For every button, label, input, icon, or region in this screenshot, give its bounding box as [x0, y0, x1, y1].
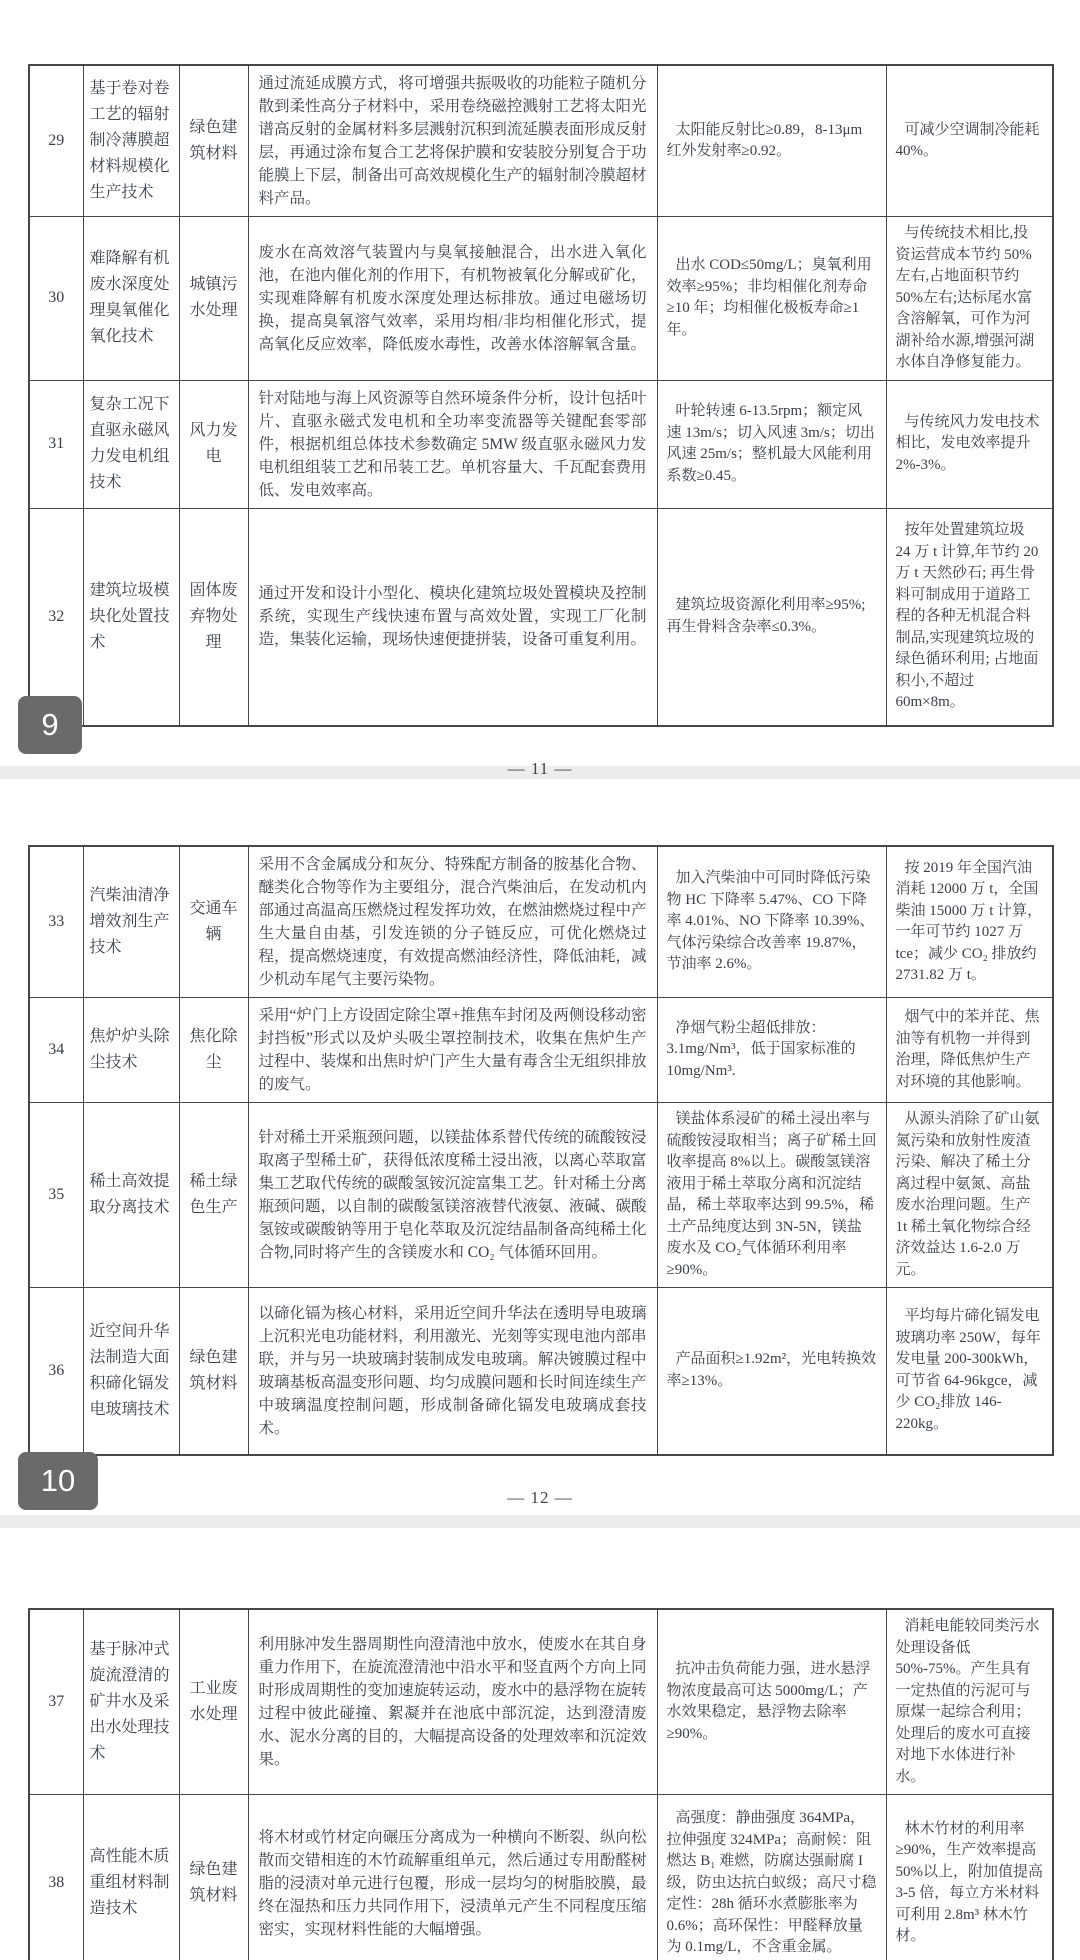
category-cell: 城镇污水处理: [179, 217, 248, 381]
indicators-cell: 高强度：静曲强度 364MPa，拉伸强度 324MPa；高耐候：阻燃达 B₁ 难燃，防腐达强耐腐 I 级，防虫达抗白蚁级；高尺寸稳定性：28h 循环水煮膨胀率为 0.6%；高环保性：甲醛释放量为 0.1mg/L，不含重金属。: [657, 1795, 886, 1960]
indicators-cell: 镁盐体系浸矿的稀土浸出率与硫酸铵浸取相当；离子矿稀土回收率提高 8%以上。碳酸氢镁溶液用于稀土萃取分离和沉淀结晶，稀土萃取率达到 99.5%，稀土产品纯度达到 3N-5N，镁盐废水及 CO₂气体循环利用率≥90%。: [657, 1103, 886, 1288]
benefits-cell: 从源头消除了矿山氨氮污染和放射性废渣污染、解决了稀土分离过程中氨氮、高盐废水治理问题。生产 1t 稀土氧化物综合经济效益达 1.6-2.0 万元。: [886, 1103, 1053, 1288]
category-cell: 固体废弃物处理: [179, 508, 248, 726]
indicators-cell: 加入汽柴油中可同时降低污染物 HC 下降率 5.47%、CO 下降率 4.01%、NO 下降率 10.39%、气体污染综合改善率 19.87%，节油率 2.6%。: [657, 846, 886, 998]
page-number-badge: 9: [18, 696, 82, 754]
tech-name-cell: 基于脉冲式旋流澄清的矿井水及采出水处理技术: [83, 1609, 179, 1795]
indicators-cell: 出水 COD≤50mg/L；臭氧利用效率≥95%；非均相催化剂寿命≥10 年；均相催化极板寿命≥1 年。: [657, 217, 886, 381]
row-number-cell: 31: [29, 380, 83, 508]
technology-table: [28, 845, 1054, 1456]
table-row: [29, 1795, 1053, 1960]
row-number-cell: 30: [29, 217, 83, 381]
category-cell: 绿色建筑材料: [179, 65, 248, 217]
description-cell: 通过开发和设计小型化、模块化建筑垃圾处置模块及控制系统，实现生产线快速布置与高效处置，实现工厂化制造，集装化运输，现场快速便捷拼装，设备可重复利用。: [248, 508, 657, 726]
category-cell: 交通车辆: [179, 846, 248, 998]
indicators-cell: 净烟气粉尘超低排放：3.1mg/Nm³，低于国家标准的 10mg/Nm³.: [657, 998, 886, 1103]
table-row: [29, 508, 1053, 726]
description-cell: 针对陆地与海上风资源等自然环境条件分析，设计包括叶片、直驱永磁式发电机和全功率变流器等关键配套零部件，根据机组总体技术参数确定 5MW 级直驱永磁风力发电机组组装工艺和吊装工艺。单机容量大、千瓦配套费用低、发电效率高。: [248, 380, 657, 508]
category-cell: 绿色建筑材料: [179, 1288, 248, 1455]
benefits-cell: 消耗电能较同类污水处理设备低 50%-75%。产生具有一定热值的污泥可与原煤一起综合利用；处理后的废水可直接对地下水体进行补水。: [886, 1609, 1053, 1795]
benefits-cell: 烟气中的苯并芘、焦油等有机物一并得到治理，降低焦炉生产对环境的其他影响。: [886, 998, 1053, 1103]
tech-name-cell: 稀土高效提取分离技术: [83, 1103, 179, 1288]
indicators-cell: 建筑垃圾资源化利用率≥95%;再生骨料含杂率≤0.3%。: [657, 508, 886, 726]
category-cell: 工业废水处理: [179, 1609, 248, 1795]
description-cell: 采用“炉门上方设固定除尘罩+推焦车封闭及两侧设移动密封挡板”形式以及炉头吸尘罩控制技术，收集在焦炉生产过程中、装煤和出焦时炉门产生大量有毒含尘无组织排放的废气。: [248, 998, 657, 1103]
benefits-cell: 按 2019 年全国汽油消耗 12000 万 t，全国柴油 15000 万 t 计算，一年可节约 1027 万 tce；减少 CO₂ 排放约 2731.82 万 t。: [886, 846, 1053, 998]
table-row: [29, 998, 1053, 1103]
tech-name-cell: 基于卷对卷工艺的辐射制冷薄膜超材料规模化生产技术: [83, 65, 179, 217]
description-cell: 利用脉冲发生器周期性向澄清池中放水，使废水在其自身重力作用下，在旋流澄清池中沿水平和竖直两个方向上同时形成周期性的变加速旋转运动，废水中的悬浮物在旋转过程中彼此碰撞、絮凝并在池底中部沉淀，达到澄清废水、泥水分离的目的，大幅提高设备的处理效率和沉淀效果。: [248, 1609, 657, 1795]
indicators-cell: 抗冲击负荷能力强，进水悬浮物浓度最高可达 5000mg/L；产水效果稳定，悬浮物去除率≥90%。: [657, 1609, 886, 1795]
description-cell: 将木材或竹材定向碾压分离成为一种横向不断裂、纵向松散而交错相连的木竹疏解重组单元，然后通过专用酚醛树脂的浸渍对单元进行包覆，形成一层均匀的树脂胶膜，最终在湿热和压力共同作用下，浸渍单元产生不同程度压缩密实，实现材料性能的大幅增强。: [248, 1795, 657, 1960]
description-cell: 针对稀土开采瓶颈问题，以镁盐体系替代传统的硫酸铵浸取离子型稀土矿，获得低浓度稀土浸出液，以离心萃取富集工艺取代传统的碳酸氢铵沉淀富集工艺。针对稀土分离瓶颈问题，以自制的碳酸氢镁溶液替代液氨、液碱、碳酸氢铵或碳酸钠等用于皂化萃取及沉淀结晶制备高纯稀土化合物,同时将产生的含镁废水和 CO₂ 气体循环回用。: [248, 1103, 657, 1288]
description-cell: 废水在高效溶气装置内与臭氧接触混合，出水进入氧化池，在池内催化剂的作用下，有机物被氧化分解或矿化，实现难降解有机废水深度处理达标排放。通过电磁场切换，提高臭氧溶气效率，采用均相/非均相催化形式，提高氧化反应效率，降低废水毒性，改善水体溶解氧含量。: [248, 217, 657, 381]
page-number-badge: 10: [18, 1452, 98, 1510]
document-page-11: [0, 0, 1080, 778]
category-cell: 焦化除尘: [179, 998, 248, 1103]
tech-name-cell: 复杂工况下直驱永磁风力发电机组技术: [83, 380, 179, 508]
indicators-cell: 叶轮转速 6-13.5rpm；额定风速 13m/s；切入风速 3m/s；切出风速 25m/s；整机最大风能利用系数≥0.45。: [657, 380, 886, 508]
row-number-cell: 35: [29, 1103, 83, 1288]
page-number-footer: — 12 —: [507, 1487, 573, 1507]
benefits-cell: 与传统风力发电技术相比，发电效率提升 2%-3%。: [886, 380, 1053, 508]
table-row: [29, 846, 1053, 998]
tech-name-cell: 近空间升华法制造大面积碲化镉发电玻璃技术: [83, 1288, 179, 1455]
benefits-cell: 平均每片碲化镉发电玻璃功率 250W，每年发电量 200-300kWh，可节省 64-96kgce，减少 CO₂排放 146-220kg。: [886, 1288, 1053, 1455]
benefits-cell: 与传统技术相比,投资运营成本节约 50%左右,占地面积节约 50%左右;达标尾水富含溶解氧，可作为河湖补给水源,增强河湖水体自净修复能力。: [886, 217, 1053, 381]
table-row: [29, 1103, 1053, 1288]
table-row: [29, 65, 1053, 217]
tech-name-cell: 高性能木质重组材料制造技术: [83, 1795, 179, 1960]
tech-name-cell: 建筑垃圾模块化处置技术: [83, 508, 179, 726]
table-row: [29, 217, 1053, 381]
tech-name-cell: 焦炉炉头除尘技术: [83, 998, 179, 1103]
row-number-cell: 34: [29, 998, 83, 1103]
description-cell: 以碲化镉为核心材料，采用近空间升华法在透明导电玻璃上沉积光电功能材料，利用激光、光刻等实现电池内部串联，并与另一块玻璃封装制成发电玻璃。解决镀膜过程中玻璃基板高温变形问题、均匀成膜问题和长时间连续生产中玻璃温度控制问题，形成制备碲化镉发电玻璃成套技术。: [248, 1288, 657, 1455]
technology-table: [28, 64, 1054, 727]
technology-table: [28, 1608, 1054, 1960]
table-row: [29, 1609, 1053, 1795]
category-cell: 绿色建筑材料: [179, 1795, 248, 1960]
category-cell: 风力发电: [179, 380, 248, 508]
category-cell: 稀土绿色生产: [179, 1103, 248, 1288]
description-cell: 通过流延成膜方式，将可增强共振吸收的功能粒子随机分散到柔性高分子材料中，采用卷绕磁控溅射工艺将太阳光谱高反射的金属材料多层溅射沉积到流延膜表面形成反射层，再通过涂布复合工艺将保护膜和安装胶分别复合于功能膜上下层，制备出可高效规模化生产的辐射制冷膜超材料产品。: [248, 65, 657, 217]
benefits-cell: 林木竹材的利用率≥90%，生产效率提高 50%以上，附加值提高 3-5 倍，每立方米材料可利用 2.8m³ 林木竹材。: [886, 1795, 1053, 1960]
table-row: [29, 380, 1053, 508]
document-page-12: [0, 779, 1080, 1515]
tech-name-cell: 难降解有机废水深度处理臭氧催化氧化技术: [83, 217, 179, 381]
page-number-footer: — 11 —: [507, 759, 573, 778]
indicators-cell: 太阳能反射比≥0.89，8-13μm 红外发射率≥0.92。: [657, 65, 886, 217]
benefits-cell: 按年处置建筑垃圾 24 万 t 计算,年节约 20 万 t 天然砂石; 再生骨料可制成用于道路工程的各种无机混合料制品,实现建筑垃圾的绿色循环利用; 占地面积小,不超过 60m×8m。: [886, 508, 1053, 726]
row-number-cell: 36: [29, 1288, 83, 1455]
benefits-cell: 可减少空调制冷能耗 40%。: [886, 65, 1053, 217]
document-page-13: [0, 1528, 1080, 1960]
indicators-cell: 产品面积≥1.92m²，光电转换效率≥13%。: [657, 1288, 886, 1455]
row-number-cell: 33: [29, 846, 83, 998]
table-row: [29, 1288, 1053, 1455]
row-number-cell: 38: [29, 1795, 83, 1960]
description-cell: 采用不含金属成分和灰分、特殊配方制备的胺基化合物、醚类化合物等作为主要组分，混合汽柴油后，在发动机内部通过高温高压燃烧过程发挥功效，在燃油燃烧过程中产生大量自由基，引发连锁的分子链反应，可优化燃烧过程，提高燃烧速度，有效提高燃油经济性，降低油耗，减少机动车尾气主要污染物。: [248, 846, 657, 998]
row-number-cell: 29: [29, 65, 83, 217]
row-number-cell: 32: [29, 508, 83, 726]
row-number-cell: 37: [29, 1609, 83, 1795]
tech-name-cell: 汽柴油清净增效剂生产技术: [83, 846, 179, 998]
